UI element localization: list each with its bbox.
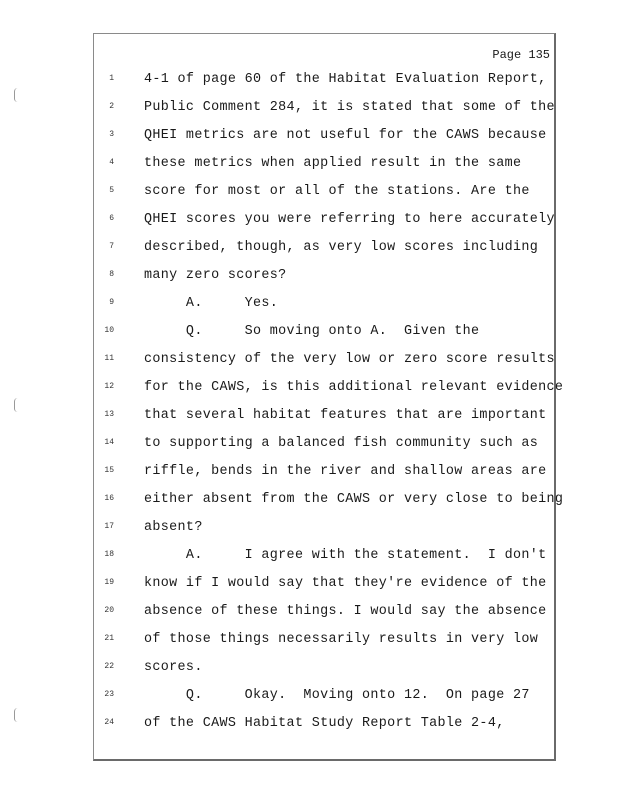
transcript-line bbox=[100, 518, 203, 538]
line-number: 21 bbox=[104, 634, 114, 644]
line-number: 12 bbox=[104, 382, 114, 392]
line-text: A. Yes. bbox=[144, 296, 279, 311]
transcript-line bbox=[100, 434, 539, 454]
line-number: 8 bbox=[109, 270, 114, 280]
line-text: many zero scores? bbox=[144, 268, 287, 283]
transcript-line bbox=[100, 546, 547, 566]
transcript-line bbox=[100, 658, 203, 678]
line-number: 14 bbox=[104, 438, 114, 448]
line-text: Q. So moving onto A. Given the bbox=[144, 324, 480, 339]
line-text: either absent from the CAWS or very close to being bbox=[144, 492, 564, 507]
line-number: 16 bbox=[104, 494, 114, 504]
punch-hole-mark-top bbox=[14, 88, 21, 102]
line-text: that several habitat features that are important bbox=[144, 408, 547, 423]
line-number: 2 bbox=[109, 102, 114, 112]
line-number: 20 bbox=[104, 606, 114, 616]
transcript-line bbox=[100, 490, 564, 510]
transcript-line bbox=[100, 322, 480, 342]
line-text: of the CAWS Habitat Study Report Table 2-4, bbox=[144, 716, 505, 731]
line-text: QHEI scores you were referring to here accurately bbox=[144, 212, 555, 227]
line-text: to supporting a balanced fish community such as bbox=[144, 436, 539, 451]
line-number: 9 bbox=[109, 298, 114, 308]
line-text: 4-1 of page 60 of the Habitat Evaluation Report, bbox=[144, 72, 547, 87]
transcript-line bbox=[100, 210, 555, 230]
line-text: score for most or all of the stations. Are the bbox=[144, 184, 530, 199]
line-number: 18 bbox=[104, 550, 114, 560]
page-number: Page 135 bbox=[492, 48, 550, 62]
line-number: 17 bbox=[104, 522, 114, 532]
line-number: 1 bbox=[109, 74, 114, 84]
transcript-line bbox=[100, 406, 547, 426]
punch-hole-mark-middle bbox=[14, 398, 21, 412]
line-text: absent? bbox=[144, 520, 203, 535]
line-text: know if I would say that they're evidence of the bbox=[144, 576, 547, 591]
line-number: 11 bbox=[104, 354, 114, 364]
line-number: 10 bbox=[104, 326, 114, 336]
line-text: Q. Okay. Moving onto 12. On page 27 bbox=[144, 688, 530, 703]
line-number: 24 bbox=[104, 718, 114, 728]
transcript-line bbox=[100, 630, 539, 650]
line-number: 19 bbox=[104, 578, 114, 588]
transcript-line bbox=[100, 98, 555, 118]
line-number: 22 bbox=[104, 662, 114, 672]
line-number: 13 bbox=[104, 410, 114, 420]
transcript-line bbox=[100, 574, 547, 594]
transcript-line bbox=[100, 714, 505, 734]
transcript-line bbox=[100, 126, 547, 146]
line-text: absence of these things. I would say the absence bbox=[144, 604, 547, 619]
line-text: for the CAWS, is this additional relevant evidence bbox=[144, 380, 564, 395]
transcript-line bbox=[100, 350, 555, 370]
line-text: described, though, as very low scores including bbox=[144, 240, 539, 255]
line-number: 7 bbox=[109, 242, 114, 252]
transcript-line bbox=[100, 154, 522, 174]
transcript-line bbox=[100, 294, 279, 314]
line-text: Public Comment 284, it is stated that some of the bbox=[144, 100, 555, 115]
line-number: 23 bbox=[104, 690, 114, 700]
line-text: QHEI metrics are not useful for the CAWS because bbox=[144, 128, 547, 143]
line-number: 5 bbox=[109, 186, 114, 196]
punch-hole-mark-bottom bbox=[14, 708, 21, 722]
transcript-line bbox=[100, 182, 530, 202]
line-text: scores. bbox=[144, 660, 203, 675]
line-text: riffle, bends in the river and shallow areas are bbox=[144, 464, 547, 479]
line-text: these metrics when applied result in the same bbox=[144, 156, 522, 171]
line-text: of those things necessarily results in very low bbox=[144, 632, 539, 647]
transcript-line bbox=[100, 378, 564, 398]
transcript-line bbox=[100, 238, 539, 258]
transcript-line bbox=[100, 70, 547, 90]
line-text: A. I agree with the statement. I don't bbox=[144, 548, 547, 563]
line-number: 3 bbox=[109, 130, 114, 140]
line-number: 15 bbox=[104, 466, 114, 476]
transcript-line bbox=[100, 602, 547, 622]
transcript-line bbox=[100, 686, 530, 706]
transcript-line bbox=[100, 266, 287, 286]
line-number: 6 bbox=[109, 214, 114, 224]
line-number: 4 bbox=[109, 158, 114, 168]
transcript-line bbox=[100, 462, 547, 482]
line-text: consistency of the very low or zero score results bbox=[144, 352, 555, 367]
